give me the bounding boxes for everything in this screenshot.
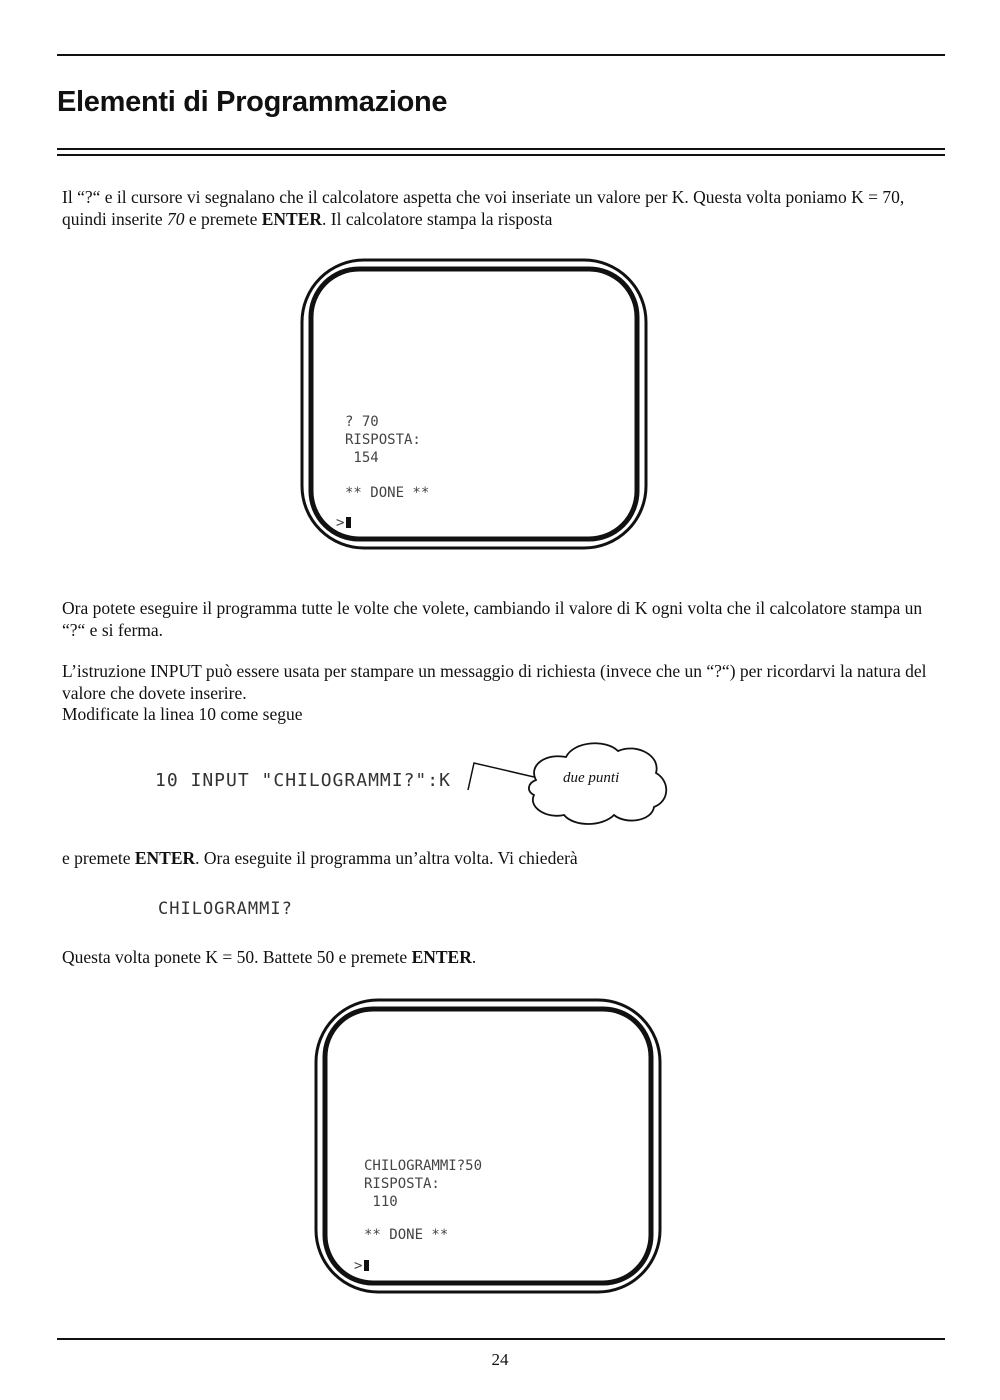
screen2-line-4: ** DONE ** [364, 1227, 449, 1243]
enter-keyword: ENTER [411, 947, 472, 967]
paragraph-modify: Modificate la linea 10 come segue [62, 704, 303, 724]
paragraph-intro [62, 186, 932, 230]
intro-text-2: e premete [184, 209, 262, 229]
annotation-pointer [468, 763, 534, 790]
intro-text: Il “?“ e il cursore vi segnalano che il calcolatore aspetta che voi inseriate un valore per K. Questa volta poniamo K = 70, quindi inserite [62, 187, 905, 229]
computer-screen-2 [314, 998, 662, 1294]
title-rule-top [57, 148, 945, 150]
annotation-label: due punti [563, 770, 620, 786]
title-rule-bottom [57, 154, 945, 156]
screen2-line-3: 110 [364, 1194, 398, 1210]
screen1-prompt-char: > [336, 515, 345, 531]
top-rule [57, 54, 945, 56]
computer-screen-1 [300, 258, 648, 550]
screen2-line-2: RISPOSTA: [364, 1176, 440, 1192]
set-k-text: Questa volta ponete K = 50. Battete 50 e premete [62, 947, 412, 967]
paragraph-input-statement: L’istruzione INPUT può essere usata per stampare un messaggio di richiesta (invece che un “?“) per ricordarvi la natura del valore che dovete inserire. [62, 661, 927, 703]
enter-keyword: ENTER [134, 848, 196, 868]
screen1-line-3: 154 [345, 450, 379, 466]
screen1-prompt [336, 514, 351, 532]
page-title: Elementi di Programmazione [57, 86, 448, 118]
prompt-display: CHILOGRAMMI? [158, 899, 293, 919]
code-line-10: 10 INPUT "CHILOGRAMMI?":K [155, 770, 451, 791]
run-text-2: . Ora eseguite il programma un’altra volta. Vi chiederà [195, 848, 578, 868]
page-number: 24 [491, 1350, 509, 1369]
set-k-text-2: . [471, 947, 477, 967]
bottom-rule [57, 1338, 945, 1340]
screen1-line-4: ** DONE ** [345, 485, 430, 501]
run-text: e premete [62, 848, 135, 868]
intro-value: 70 [166, 209, 185, 229]
screen-frame-1 [300, 258, 648, 550]
cursor-icon [346, 517, 351, 528]
intro-text-3: . Il calcolatore stampa la risposta [322, 209, 553, 229]
screen-frame-2 [314, 998, 662, 1294]
paragraph-set-k [62, 946, 932, 968]
paragraph-repeat: Ora potete eseguire il programma tutte le volte che volete, cambiando il valore di K ogni volta che il calcolatore stampa un “?“ e si ferma. [62, 598, 923, 640]
screen1-line-2: RISPOSTA: [345, 432, 421, 448]
screen2-prompt-char: > [354, 1258, 363, 1274]
screen2-prompt [354, 1257, 369, 1275]
screen1-line-1: ? 70 [345, 414, 379, 430]
enter-keyword: ENTER [261, 209, 323, 229]
cursor-icon [364, 1260, 369, 1271]
paragraph-run-again [62, 847, 932, 869]
screen2-line-1: CHILOGRAMMI?50 [364, 1158, 483, 1174]
